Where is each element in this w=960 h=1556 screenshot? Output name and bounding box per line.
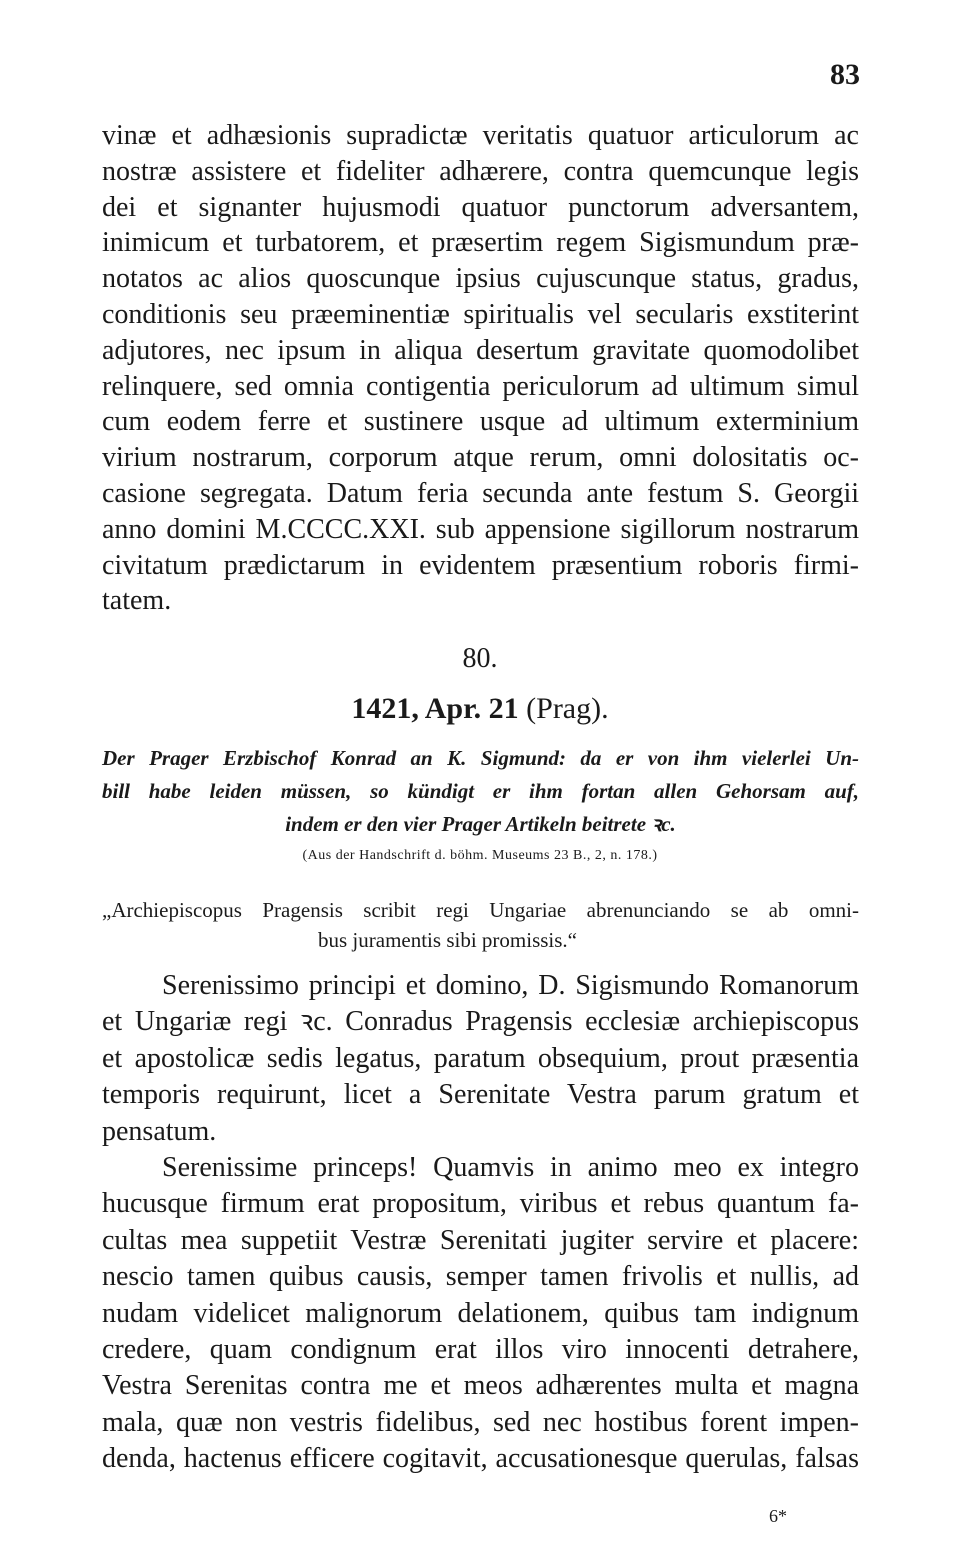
text-line: dei et signanter hujusmodi quatuor punctorum adversantem, [102,191,859,223]
text-line: vinæ et adhæsionis supradictæ veritatis quatuor articulorum ac [102,120,859,151]
text-line: anno domini M.CCCC.XXI. sub appensione sigillorum nostrarum [102,513,859,545]
text-line: pensatum. [102,1115,217,1147]
source-note: (Aus der Handschrift d. böhm. Museums 23 B., 2, n. 178.) [302,848,658,863]
document-number: 80. [462,643,498,674]
rubric-line: bus juramentis sibi promissis.“ [318,928,577,952]
text-line: hucusque firmum erat propositum, viribus et rebus quantum fa- [102,1188,859,1220]
letter-text-block [102,968,859,1477]
document-place: (Prag). [526,692,609,725]
text-line: cum eodem ferre et sustinere usque ad ultimum exterminium [102,406,859,438]
page-number: 83 [830,58,860,91]
text-line: mala, quæ non vestris fidelibus, sed nec hostibus forent impen- [102,1406,859,1438]
text-line: conditionis seu præeminentiæ spiritualis vel secularis exstiterint [102,298,859,330]
rubric-quote [102,895,859,955]
text-line: credere, quam condignum erat illos viro innocenti detrahere, [102,1333,859,1365]
sheet-signature: 6* [769,1506,787,1526]
text-line: adjutores, nec ipsum in aliqua desertum gravitate quomodolibet [102,334,859,366]
text-line: inimicum et turbatorem, et præsertim regem Sigismundum præ- [102,227,859,259]
text-line: et apostolicæ sedis legatus, paratum obsequium, prout præsentia [102,1042,859,1074]
text-line: Vestra Serenitas contra me et meos adhærentes multa et magna [102,1370,859,1402]
document-date-value: 1421, Apr. 21 [351,692,519,725]
continued-text-block [102,118,859,619]
text-line: civitatum prædictarum in evidentem præsentium roboris firmi- [102,549,859,581]
regest-line: Der Prager Erzbischof Konrad an K. Sigmund: da er von ihm vielerlei Un- [102,746,859,770]
text-line: Serenissime princeps! Quamvis in animo meo ex integro [162,1151,859,1183]
text-line: denda, hactenus efficere cogitavit, accusationesque querulas, falsas [102,1443,859,1475]
text-line: notatos ac alios quoscunque ipsius cujuscunque status, gradus, [102,263,859,295]
regest-line: indem er den vier Prager Artikeln beitrete ꝛc. [285,812,676,836]
text-line: nescio tamen quibus causis, semper tamen frivolis et nullis, ad [102,1261,859,1293]
text-line: temporis requirunt, licet a Serenitate Vestra parum gratum et [102,1079,859,1111]
text-line: relinquere, sed omnia contigentia periculorum ad ultimum simul [102,370,859,402]
text-line: nostræ assistere et fideliter adhærere, contra quemcunque legis [102,155,859,187]
text-line: tatem. [102,585,172,617]
rubric-line: „Archiepiscopus Pragensis scribit regi Ungariae abrenunciando se ab omni- [102,898,859,922]
regest-summary [102,742,859,841]
text-line: nudam videlicet malignorum delationem, quibus tam indignum [102,1297,859,1329]
text-line: virium nostrarum, corporum atque rerum, omni dolositatis oc- [102,442,859,474]
text-line: cultas mea suppetiit Vestræ Serenitati jugiter servire et placere: [102,1224,859,1256]
text-line: casione segregata. Datum feria secunda ante festum S. Georgii [102,477,859,509]
text-line: Serenissimo principi et domino, D. Sigismundo Romanorum [162,970,859,1001]
text-line: et Ungariæ regi ꝛc. Conradus Pragensis ecclesiæ archiepiscopus [102,1006,859,1038]
regest-line: bill habe leiden müssen, so kündigt er ihm fortan allen Gehorsam auf, [102,779,859,803]
document-date [0,692,960,726]
